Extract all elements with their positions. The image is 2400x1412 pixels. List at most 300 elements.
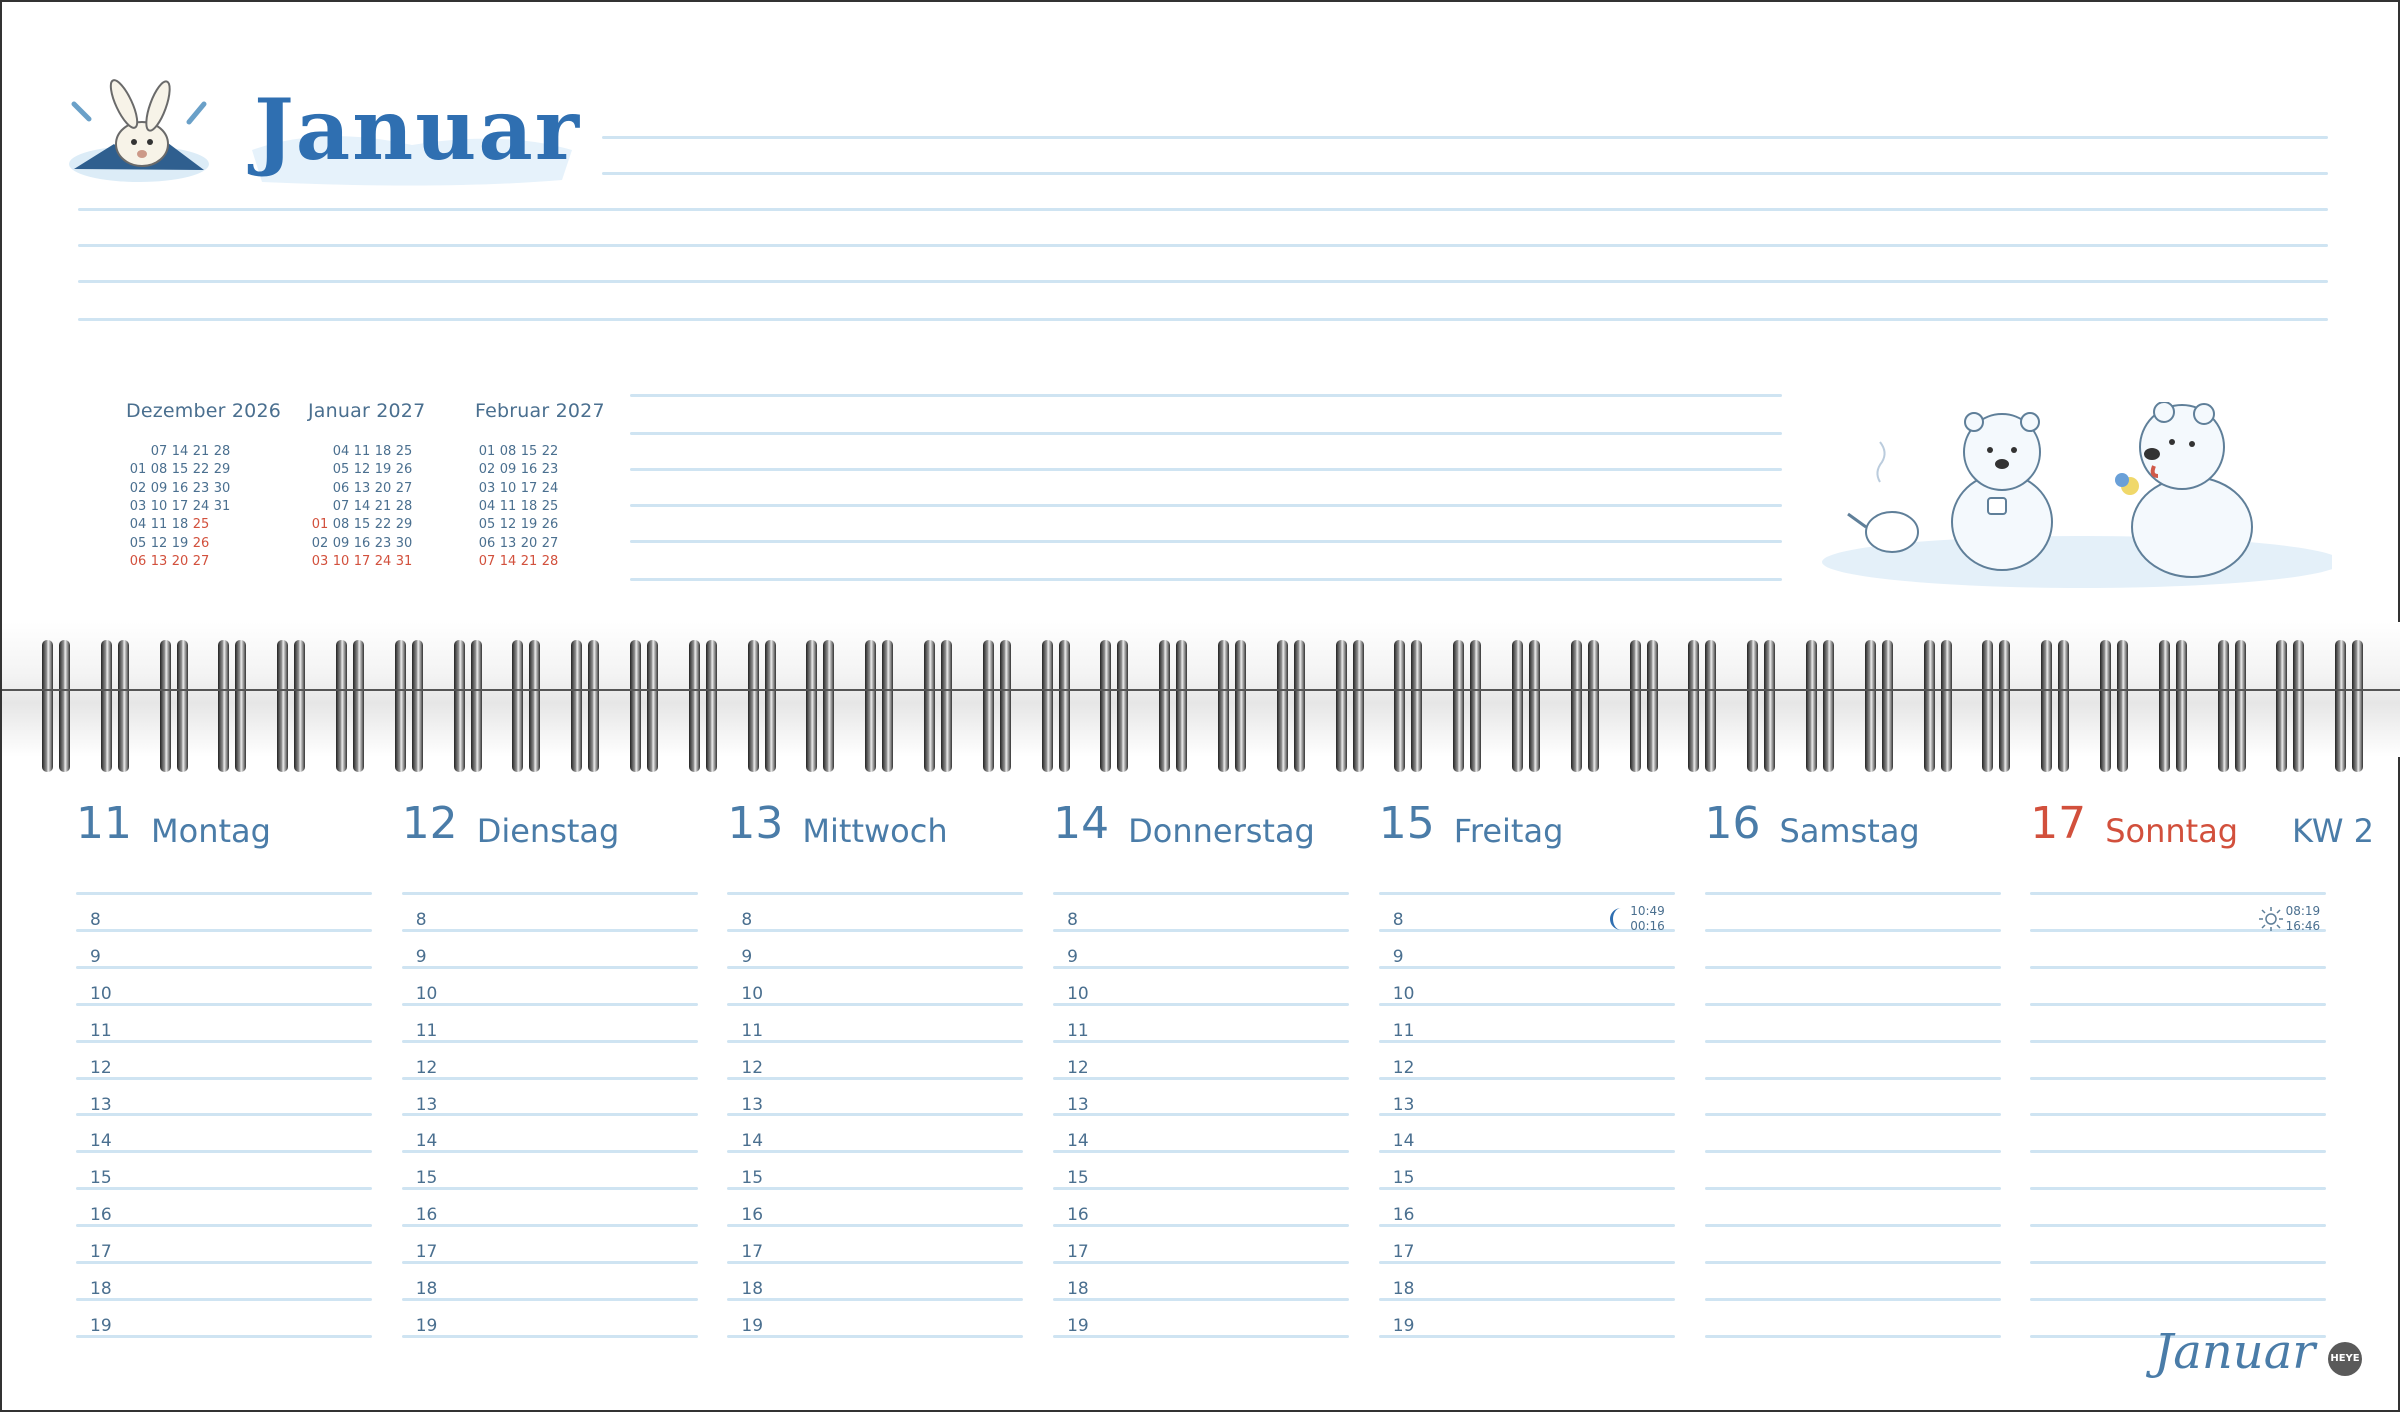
hour-line [1053,1003,1349,1006]
mini-calendar-date: 03 [478,480,496,496]
hour-line [1053,1150,1349,1153]
hour-line [2030,1298,2326,1301]
spiral-ring [336,640,366,772]
mini-calendar-date: 17 [520,480,538,496]
hour-line [76,1077,372,1080]
ring-wire [823,640,834,772]
ring-wire [1571,640,1582,772]
ring-wire [101,640,112,772]
mini-calendar-date: 17 [171,498,189,514]
hour-line [1053,1077,1349,1080]
mini-calendar-date: 28 [395,498,413,514]
hour-line [402,929,698,932]
hour-line [727,1298,1023,1301]
mini-calendar-date: 13 [353,480,371,496]
hour-label: 13 [1067,1094,1089,1115]
mini-calendar-date: 16 [353,535,371,551]
spiral-ring [160,640,190,772]
spiral-ring [1865,640,1895,772]
spiral-ring [571,640,601,772]
ring-wire [1924,640,1935,772]
mini-calendar-date: 24 [541,480,559,496]
hour-label: 19 [415,1315,438,1336]
day-column[interactable] [727,892,1027,1357]
hour-line [76,1224,372,1227]
mini-calendar-date: 07 [150,444,168,459]
ring-wire [2159,640,2170,772]
hour-label: 13 [741,1094,764,1115]
ring-wire [1411,640,1422,772]
mini-calendar-date: 11 [150,517,168,533]
ring-wire [1277,640,1288,772]
hour-line [1705,1298,2001,1301]
mini-calendar-date: 31 [395,553,413,569]
mini-calendar-date: 15 [171,462,189,478]
ring-wire [588,640,599,772]
mini-calendar-date: 21 [520,553,538,569]
hour-label: 13 [90,1094,112,1115]
sunrise-time: 08:19 [2285,904,2321,918]
mini-calendar-date: 08 [150,462,168,478]
mini-calendar-date: 30 [213,480,231,496]
spiral-ring [2041,640,2071,772]
hour-label: 8 [1067,910,1078,930]
spiral-ring [1277,640,1307,772]
mini-calendar-date: 05 [478,517,496,533]
mini-calendar-date: 03 [311,553,329,569]
hour-line [727,966,1023,969]
mini-calendar-date: 02 [311,535,329,551]
polar-bears-illustration [1792,402,2332,602]
day-name: Donnerstag [1128,812,1315,850]
heye-logo: HEYE [2328,1342,2362,1376]
mini-calendar-date: 17 [353,553,371,569]
ring-wire [1882,640,1893,772]
ring-wire [806,640,817,772]
ring-wire [2218,640,2229,772]
spiral-ring [2276,640,2306,772]
mini-calendar-date: 07 [332,498,350,514]
hour-line [727,1150,1023,1153]
day-number: 17 [2030,798,2087,849]
note-line [602,172,2328,175]
ring-wire [1630,640,1641,772]
hour-line [402,1040,698,1043]
mini-calendar-date: 13 [150,553,168,569]
mini-calendar-date: 25 [541,498,559,514]
hour-label: 18 [741,1279,764,1299]
hour-label: 15 [415,1168,438,1189]
note-line [630,432,1782,435]
hour-line [402,1113,698,1116]
spiral-ring [454,640,484,772]
mini-calendar-date: 26 [541,517,559,533]
day-name: Sonntag [2105,812,2239,850]
mini-calendar-date: 12 [150,535,168,551]
mini-calendar-date: 05 [129,535,147,551]
hour-label: 12 [90,1057,112,1078]
mini-calendar-date: 26 [395,462,413,478]
hour-line [76,892,372,895]
hour-line [1379,1150,1675,1153]
hour-label: 12 [415,1057,438,1078]
mini-calendar-date: 27 [192,553,210,569]
hour-label: 14 [741,1131,764,1152]
page-fold-line [2,689,2400,691]
hour-line [1379,1224,1675,1227]
note-line [78,244,2328,247]
hour-label: 10 [1392,983,1415,1004]
ring-wire [118,640,129,772]
mini-calendar-date: 09 [150,480,168,496]
hour-line [402,1224,698,1227]
day-number: 14 [1053,798,1110,849]
day-column[interactable] [1379,892,1679,1357]
hour-line [727,1335,1023,1338]
spiral-ring [2335,640,2365,772]
hour-line [1053,1224,1349,1227]
hour-label: 19 [741,1315,764,1336]
hour-line [2030,1261,2326,1264]
day-name: Samstag [1779,812,1920,850]
hour-line [1053,1261,1349,1264]
hour-line [76,1040,372,1043]
ring-wire [689,640,700,772]
spiral-ring [630,640,660,772]
ring-wire [353,640,364,772]
hour-label: 18 [1067,1279,1089,1299]
mini-calendar-date: 15 [520,444,538,459]
mini-calendar-date: 06 [478,535,496,551]
spiral-ring [512,640,542,772]
hour-line [1379,1113,1675,1116]
spiral-ring [1630,640,1660,772]
hour-line [1705,1335,2001,1338]
mini-calendar-date: 02 [478,462,496,478]
hour-label: 14 [1067,1131,1089,1152]
hour-line [76,966,372,969]
ring-wire [336,640,347,772]
hour-line [2030,1113,2326,1116]
sun-times [2280,904,2320,934]
hour-label: 16 [741,1205,764,1226]
hour-label: 10 [741,983,764,1004]
mini-calendar-date: 23 [541,462,559,478]
mini-calendar-date: 04 [478,498,496,514]
hour-line [1705,1261,2001,1264]
day-name: Freitag [1453,812,1564,850]
mini-calendar-date: 01 [311,517,329,533]
note-line [602,136,2328,139]
hour-label: 9 [90,946,101,967]
mini-calendar-date: 18 [374,444,392,459]
hour-line [402,892,698,895]
mini-calendar-date: 18 [520,498,538,514]
ring-wire [1235,640,1246,772]
hour-line [76,1335,372,1338]
ring-wire [1823,640,1834,772]
ring-wire [277,640,288,772]
hour-line [727,1003,1023,1006]
mini-calendar-date: 19 [374,462,392,478]
spiral-ring [806,640,836,772]
mini-calendar-date: 04 [332,444,350,459]
mini-calendar-date: 22 [374,517,392,533]
hour-line [1705,929,2001,932]
hour-label: 10 [415,983,438,1004]
hour-line [2030,966,2326,969]
hour-label: 18 [90,1279,112,1299]
ring-wire [59,640,70,772]
mini-calendar-date: 21 [192,444,210,459]
ring-wire [2058,640,2069,772]
hour-label: 11 [1067,1020,1089,1041]
mini-calendar-date: 26 [192,535,210,551]
day-number: 15 [1378,798,1435,849]
hour-line [727,892,1023,895]
day-column[interactable] [1053,892,1353,1357]
mini-calendar-date: 30 [395,535,413,551]
ring-wire [1000,640,1011,772]
mini-calendar-date: 08 [332,517,350,533]
note-line [78,280,2328,283]
ring-wire [1353,640,1364,772]
mini-calendar-date: 08 [499,444,517,459]
mini-calendar-date: 11 [353,444,371,459]
mini-calendar-date: 07 [478,553,496,569]
spiral-ring [1924,640,1954,772]
hour-label: 15 [741,1168,764,1189]
hour-label: 10 [90,983,112,1004]
ring-wire [1806,640,1817,772]
ring-wire [1647,640,1658,772]
ring-wire [706,640,717,772]
hour-line [727,929,1023,932]
mini-calendar-date: 14 [171,444,189,459]
day-name: Mittwoch [802,812,948,850]
hour-label: 16 [1067,1205,1089,1226]
hour-label: 17 [90,1242,112,1263]
hour-line [1379,892,1675,895]
spiral-ring [277,640,307,772]
hour-line [1705,1187,2001,1190]
ring-wire [983,640,994,772]
mini-calendar-date: 16 [171,480,189,496]
hour-label: 8 [1392,910,1404,930]
ring-wire [647,640,658,772]
hour-line [402,1261,698,1264]
hour-line [1705,1150,2001,1153]
ring-wire [748,640,759,772]
ring-wire [1512,640,1523,772]
hour-line [1053,1187,1349,1190]
ring-wire [2100,640,2111,772]
ring-wire [2335,640,2346,772]
note-line [78,318,2328,321]
day-number: 12 [401,798,458,849]
hour-label: 16 [90,1205,112,1226]
hour-label: 9 [1392,946,1404,967]
mini-calendar-title: Januar 2027 [308,400,426,422]
ring-wire [2176,640,2187,772]
hour-label: 14 [1392,1131,1415,1152]
ring-wire [882,640,893,772]
day-column[interactable] [402,892,702,1357]
hour-line [2030,1224,2326,1227]
ring-wire [630,640,641,772]
mini-calendar-title: Dezember 2026 [126,400,282,422]
hour-line [1705,1224,2001,1227]
hour-line [402,1335,698,1338]
ring-wire [1705,640,1716,772]
mini-calendar-date: 28 [213,444,231,459]
spiral-ring [1688,640,1718,772]
ring-wire [1042,640,1053,772]
mini-calendar-date: 20 [520,535,538,551]
ring-wire [1059,640,1070,772]
hour-line [1705,1113,2001,1116]
day-name: Dienstag [476,812,620,850]
hour-line [76,1261,372,1264]
hour-line [76,1298,372,1301]
spiral-ring [1806,640,1836,772]
hour-label: 11 [1392,1020,1415,1041]
hour-line [76,1150,372,1153]
hour-label: 16 [415,1205,438,1226]
spiral-ring [983,640,1013,772]
ring-wire [1747,640,1758,772]
hour-label: 9 [415,946,427,967]
day-column[interactable] [2030,892,2330,1357]
week-number-label: KW 2 [2292,812,2375,850]
mini-calendar-date: 29 [213,462,231,478]
spiral-ring [1159,640,1189,772]
hour-label: 14 [90,1131,112,1152]
mini-calendar-date: 04 [129,517,147,533]
spiral-ring [689,640,719,772]
hour-line [1053,966,1349,969]
mini-calendar-date: 09 [499,462,517,478]
mini-calendar-date: 05 [332,462,350,478]
hour-label: 15 [90,1168,112,1189]
hour-label: 9 [741,946,753,967]
ring-wire [1865,640,1876,772]
mini-calendar-date: 20 [374,480,392,496]
mini-calendar-date: 19 [520,517,538,533]
ring-wire [865,640,876,772]
ring-wire [412,640,423,772]
hour-line [2030,1150,2326,1153]
ring-wire [765,640,776,772]
hour-line [1379,1040,1675,1043]
note-line [630,578,1782,581]
mini-calendar-date: 29 [395,517,413,533]
mini-calendar-date: 25 [395,444,413,459]
hour-line [76,1003,372,1006]
ring-wire [1470,640,1481,772]
mini-calendar-date: 02 [129,480,147,496]
hour-label: 9 [1067,946,1078,967]
mini-calendar-date: 12 [499,517,517,533]
day-column[interactable] [1705,892,2005,1357]
mini-calendar-date: 31 [213,498,231,514]
mini-calendar-date: 27 [541,535,559,551]
hour-line [402,1077,698,1080]
moonrise-time: 10:49 [1630,904,1665,918]
hour-line [402,966,698,969]
hour-line [2030,1040,2326,1043]
ring-wire [2117,640,2128,772]
hour-line [2030,1187,2326,1190]
mini-calendar-date: 18 [171,517,189,533]
mini-calendar-date: 10 [332,553,350,569]
day-column[interactable] [76,892,376,1357]
note-line [78,208,2328,211]
mini-calendar-date: 14 [499,553,517,569]
hour-line [76,929,372,932]
hour-line [1379,1298,1675,1301]
bunny-illustration [54,74,224,192]
ring-wire [177,640,188,772]
hour-label: 8 [415,910,427,930]
ring-wire [1159,640,1170,772]
hour-line [402,1298,698,1301]
hour-line [1705,892,2001,895]
spiral-ring [395,640,425,772]
spiral-ring [865,640,895,772]
hour-label: 11 [741,1020,764,1041]
hour-line [727,1113,1023,1116]
hour-label: 10 [1067,983,1089,1004]
ring-wire [1294,640,1305,772]
mini-calendar-date: 10 [499,480,517,496]
hour-line [1379,1187,1675,1190]
ring-wire [1453,640,1464,772]
mini-calendar-date: 23 [192,480,210,496]
mini-calendar-date: 11 [499,498,517,514]
hour-line [1053,892,1349,895]
ring-wire [471,640,482,772]
hour-label: 12 [1067,1057,1089,1078]
ring-wire [1688,640,1699,772]
hour-line [2030,892,2326,895]
hour-label: 12 [741,1057,764,1078]
spiral-ring [924,640,954,772]
mini-calendar-date: 23 [374,535,392,551]
hour-label: 11 [415,1020,438,1041]
hour-line [76,1187,372,1190]
hour-line [727,1077,1023,1080]
note-line [630,540,1782,543]
spiral-ring [1982,640,2012,772]
hour-label: 13 [1392,1094,1415,1115]
hour-label: 15 [1067,1168,1089,1189]
spiral-ring [2159,640,2189,772]
note-line [630,504,1782,507]
mini-calendar-date: 01 [129,462,147,478]
hour-line [402,1150,698,1153]
mini-calendar-date: 19 [171,535,189,551]
hour-label: 14 [415,1131,438,1152]
ring-wire [1529,640,1540,772]
mini-calendar-date: 03 [129,498,147,514]
hour-line [1053,1113,1349,1116]
mini-calendar-date: 20 [171,553,189,569]
spiral-ring [1394,640,1424,772]
hour-label: 17 [741,1242,764,1263]
hour-label: 17 [415,1242,438,1263]
spiral-ring [1453,640,1483,772]
